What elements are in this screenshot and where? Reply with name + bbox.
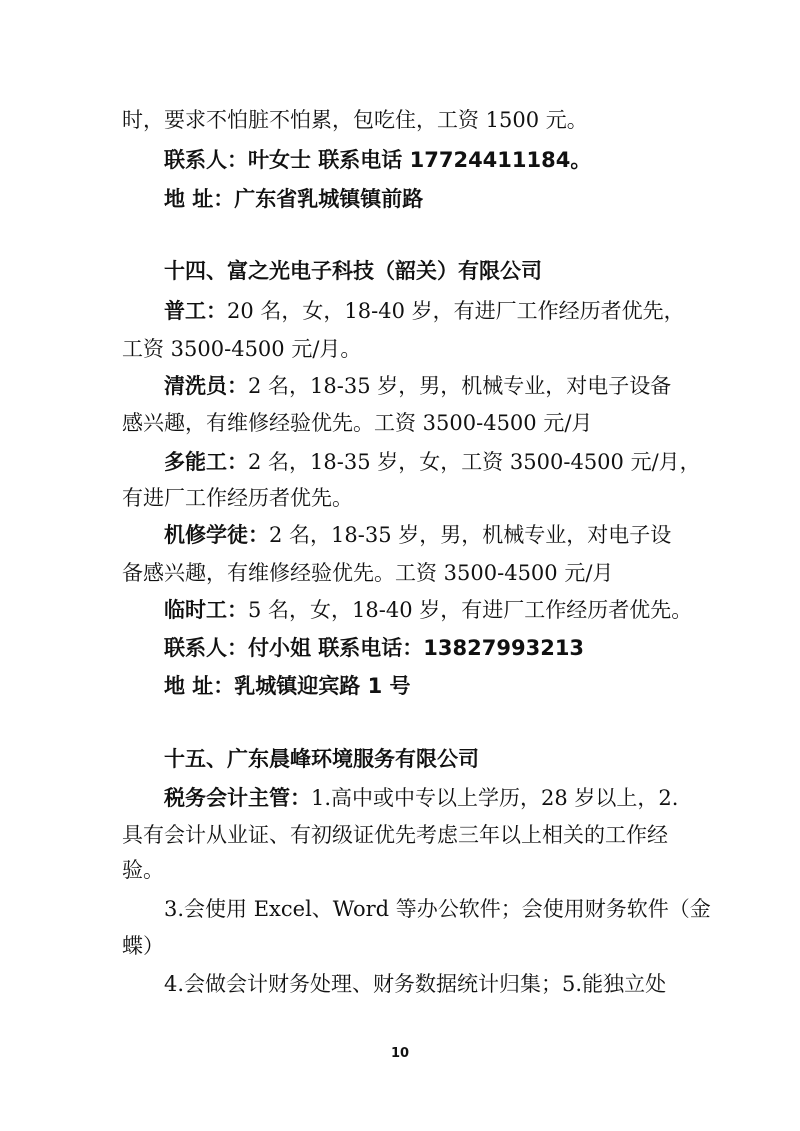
job-line <box>164 371 671 401</box>
page-number: 10 <box>390 1046 410 1061</box>
job-label: 临时工： <box>164 598 248 622</box>
body-line: 具有会计从业证、有初级证优先考虑三年以上相关的工作经 <box>122 823 668 847</box>
contact-line: 联系人：叶女士 联系电话 17724411184。 <box>164 148 592 172</box>
body-line: 备感兴趣，有维修经验优先。工资 3500-4500 元/月 <box>122 561 614 585</box>
job-label: 普工： <box>164 299 227 323</box>
job-text: 1.高中或中专以上学历，28 岁以上，2. <box>311 786 679 810</box>
body-line: 蝶） <box>122 934 164 958</box>
body-line: 时，要求不怕脏不怕累，包吃住，工资 1500 元。 <box>122 108 588 132</box>
job-label: 机修学徒： <box>164 523 269 547</box>
body-line: 3.会使用 Excel、Word 等办公软件；会使用财务软件（金 <box>164 897 711 921</box>
body-line: 有进厂工作经历者优先。 <box>122 486 353 510</box>
job-text: 2 名，18-35 岁，女，工资 3500-4500 元/月， <box>248 450 701 474</box>
job-label: 税务会计主管： <box>164 786 311 810</box>
section-title: 十四、富之光电子科技（韶关）有限公司 <box>164 259 542 283</box>
job-text: 5 名，女，18-40 岁，有进厂工作经历者优先。 <box>248 598 693 622</box>
contact-line: 联系人：付小姐 联系电话：13827993213 <box>164 636 585 660</box>
job-text: 20 名，女，18-40 岁，有进厂工作经历者优先， <box>227 299 685 323</box>
body-line: 验。 <box>122 858 164 882</box>
job-line <box>164 595 692 625</box>
job-line <box>164 783 678 813</box>
job-text: 2 名，18-35 岁，男，机械专业，对电子设备 <box>248 374 672 398</box>
address-line: 地 址：乳城镇迎宾路 1 号 <box>164 674 411 698</box>
job-line <box>164 447 701 477</box>
body-line: 4.会做会计财务处理、财务数据统计归集；5.能独立处 <box>164 972 667 996</box>
job-line <box>164 296 685 326</box>
job-line <box>164 520 671 550</box>
body-line: 工资 3500-4500 元/月。 <box>122 337 362 361</box>
address-line: 地 址：广东省乳城镇镇前路 <box>164 187 424 211</box>
job-text: 2 名，18-35 岁，男，机械专业，对电子设 <box>269 523 672 547</box>
job-label: 清洗员： <box>164 374 248 398</box>
body-line: 感兴趣，有维修经验优先。工资 3500-4500 元/月 <box>122 411 593 435</box>
job-label: 多能工： <box>164 450 248 474</box>
section-title: 十五、广东晨峰环境服务有限公司 <box>164 747 479 771</box>
